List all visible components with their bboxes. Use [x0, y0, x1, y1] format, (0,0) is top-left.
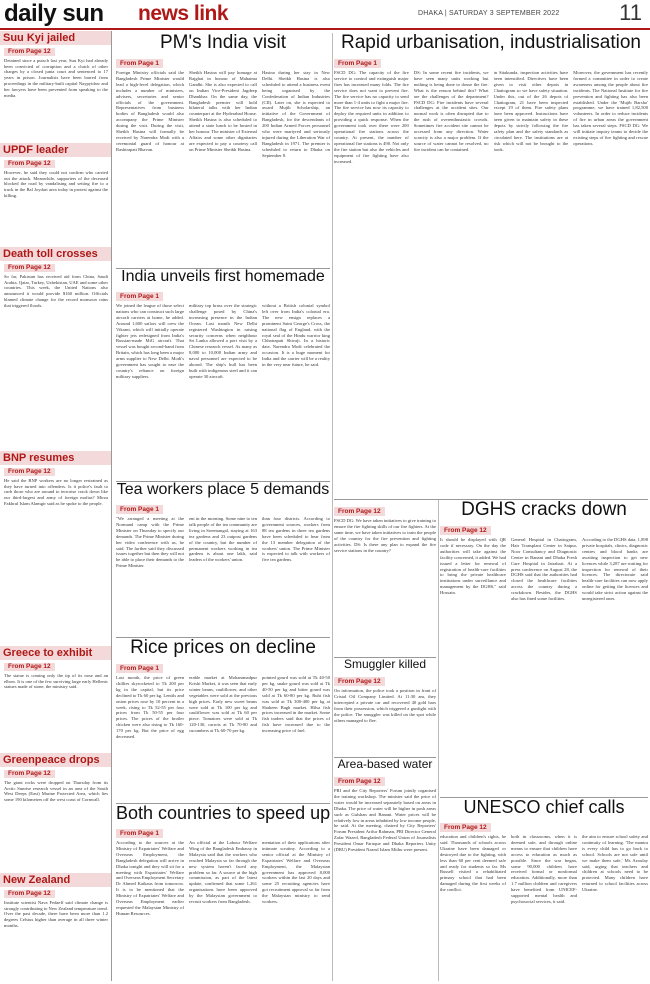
story-kicker: From Page 1	[334, 59, 381, 68]
story-column: "We arranged a meeting at the Normand camp with the Prime Minister on Thursday to specify our demands. The Prime Minister during her video conference with us, he said. The further said they discussed issues together but then they will not be able to place their demands to the Prime Minister.	[116, 516, 184, 569]
story-column: the aim to ensure school safety and continuity of learning. 'The mantra is every child has to go back to school. Schools are not safe until we make them safe,' Ms Azoulay said, urging that teachers and children at schools need to be protected. Many children have returned to school facilities across Ukraine.	[582, 834, 648, 893]
story-column: without a British colonial symbol left over from India's colonial era. The new ensign replaces a prominent Saint George's Cross, the national flag of England, with the royal seal of the Hindu warrior king Chhatrapati Shivaji. In a historic date, Narendra Modi celebrated the occasion. It is a huge moment for India and the carrier will be a reality in the very near future, he said.	[262, 303, 330, 368]
divider	[116, 803, 330, 804]
story-kicker: From Page 1	[116, 829, 163, 838]
story-kicker: From Page 1	[116, 505, 163, 514]
page-number: 11	[619, 0, 642, 25]
brief-death-toll	[0, 247, 112, 397]
brief-body: However, he said they could not confirm who carried out the attack. Meanwhile, supporters of the deceased blocked the road by vandalising and setting fire to a truck in the Bal Joydari area today in protest against the killing.	[4, 169, 108, 198]
brief-body: Detained since a putsch last year, Suu Kyi had already been convicted of corruption and a clutch of other charges by a closed junta court and sentenced to 17 years in prison. Journalists have been barred from proceedings in the military-built capital Naypyidaw and her lawyers have been prevented from speaking to the media.	[4, 57, 108, 98]
masthead	[0, 0, 650, 28]
brief-greece	[0, 646, 112, 721]
story-dghs-cracks-down	[440, 500, 648, 698]
story-headline: Smuggler killed	[343, 658, 427, 671]
newspaper-brand: daily sun	[4, 0, 104, 27]
story-kicker: From Page 12	[440, 823, 491, 832]
masthead-rule	[0, 28, 650, 30]
brief-body: The giant rocks were dropped on Thursday from its Arctic Sunrise research vessel in an area of the South West Deeps (East) Marine Protected Area, which lies some 190 kilometres off the west coast of Cornwall.	[4, 779, 108, 803]
story-headline: Rapid urbanisation, industrialisation	[341, 33, 641, 53]
story-column: DS: In some recent fire incidents, we have seen many units working but nothing is being done to douse the fire. What is the reason behind this? What are the challenges of the department? FSCD DG: Fire incidents have several challenges at the accident sites. Our normal work is often disrupted due to the rush of overenthusiastic crowds. Sometimes fire accident site cannot be accessed from any direction. Water scarcity is also a major problem. If the source of water cannot be resolved, no fire incident can be contained.	[413, 70, 489, 152]
story-kicker: From Page 1	[116, 59, 163, 68]
story-column: pointed gourd was sold at Tk 40-50 per kg, snake gourd was sold at Tk 40-50 per kg and bitter gourd was sold at Tk 60-80 per kg. Ruhi fish was sold at Tk 300-400 per kg at Shaheen Bagh market. Hilsa fish prices increased in the market. Some fish traders said that the prices of fish have increased due to the increasing price of fuel.	[262, 675, 330, 734]
story-column: PRI and the City Reporters' Forum jointly organised the training workshop. The minister said the price of water would be increased separately based on areas in Dhaka. The price of water will be higher in posh areas such as Gulshan and Banani. Water prices will be relatively low in areas inhabited by low income people, he said. At the meeting, chaired by City Reporters' Forum President Arifur Rahman, PRI Director General Zafar Wazed, Bangladesh Federal Union of Journalists President Omar Faruque and Dhaka Reporters Unity (DRU) President Nazrul Islam Mithu were present.	[334, 788, 436, 853]
story-headline: UNESCO chief calls	[463, 798, 625, 817]
column-divider	[438, 500, 439, 981]
brief-kicker: From Page 12	[4, 663, 55, 671]
brief-kicker: From Page 12	[4, 48, 55, 56]
brief-body: The statue is coming only the tip of its nose and an elbow. It is one of the few surviving large early Hellenic statues made of stone, the ministry said.	[4, 672, 108, 690]
story-kicker: From Page 12	[334, 777, 385, 786]
divider	[334, 657, 436, 658]
story-tea-workers	[116, 482, 330, 636]
story-rapid-urbanisation	[334, 33, 648, 499]
story-area-based-water	[334, 758, 436, 982]
story-column: FSCD DG: The capacity of the fire service to control and extinguish major fires has increased many folds. The fire service does not want to prevent fire. The fire service has no capacity to send more than 1-4 units to fight a major fire. The fire service has now its capacity to deploy the required units in addition to providing a quick response. When the government took over there were 200 operational fire stations across the country. At present, the number of operational fire stations is 490. Not only the fire station but also the vehicles and equipment of fire fighting have also increased.	[334, 70, 409, 164]
story-kicker: From Page 1	[116, 292, 163, 301]
brief-kicker: From Page 12	[4, 264, 55, 272]
story-column: mentation of their applications after intimate scrutiny. According to a senior official at the Ministry of Expatriates' Welfare and Overseas Employment, the Malaysian government has approved 8,000 workers within the last 20 days and some 25 recruiting agencies have got recruitment approval so far from the Malaysian ministry to send workers.	[262, 840, 330, 905]
column-divider	[332, 33, 333, 981]
brief-title: Greece to exhibit	[0, 646, 112, 660]
story-column: We joined the league of those select nations who can construct such large aircraft carriers at home, he added. Around 1,600 sailors will crew the Vikrant, which will initially operate fighter jets redesigned from India's Russian-made MiG aircraft. That vessel was bought second-hand from Britain, which has long been a major arms supplier to New Delhi. Modi's government has sought to ease the country's reliance on foreign military suppliers.	[116, 303, 184, 379]
story-headline: Tea workers place 5 demands	[116, 482, 330, 498]
story-kicker: From Page 12	[334, 677, 385, 686]
date-line: DHAKA | SATURDAY 3 SEPTEMBER 2022	[418, 10, 560, 17]
story-column: General Hospital in Chattogram, Hair Transplant Center in Satpur, Noor Consultancy and Diagnostic Centre in Banani and Dhaka Fresh Care Hospital in Jatrabari. At a press conference on August 28, the DGHS said that the authorities had closed the healthcare facilities across the country during a crackdown. Besides, the DGHS also has fined some facilities.	[511, 537, 577, 602]
story-column: According to the DGHS data, 1,898 private hospitals, clinics, diagnostic centres and blood banks are awaiting inspection to get new licences while 3,287 are waiting for inspection for renewal of their licences. The directorate said health-care facilities can now apply online for getting the licences and would take strict action against the unregistered ones.	[582, 537, 648, 602]
story-column: education and children's rights, he said. Thousands of schools across Ukraine have been damaged or destroyed due to the fighting, with less than 60 per cent deemed safe and ready for students so far. Ms Russell visited a rehabilitated primary school that had been damaged during the first weeks of the conflict.	[440, 834, 506, 893]
story-unesco-chief	[440, 798, 648, 982]
story-rice-prices	[116, 638, 330, 802]
divider	[116, 481, 330, 482]
brief-kicker: From Page 12	[4, 770, 55, 778]
story-both-countries	[116, 804, 330, 982]
story-column: Sheikh Hasina will pay homage at Rajghat in honour of Mahatma Gandhi. She is also expected to call on Indian Vice-President Jagdeep Dhankhar. On the same day, the Bangladesh premier will hold bilateral talks with her Indian counterpart at the Hyderabad House. Sheikh Hasina is also scheduled to attend a state lunch to be hosted in her honour. The minister of External Affairs and some other dignitaries are expected to pay a courtesy call on Prime Minister Sheikh Hasina.	[189, 70, 257, 152]
story-column: On information, the police took a position in front of Cristal Oil Company Limited. At 11:30 am, they intercepted a private car and recovered 40 gold bars from their possession, which triggered a gunfight with the police. The smuggler was killed on the spot while others managed to flee.	[334, 688, 436, 723]
story-pm-india-visit	[116, 33, 330, 269]
brief-kicker: From Page 12	[4, 160, 55, 168]
story-headline: DGHS cracks down	[461, 500, 627, 520]
story-headline: Both countries to speed up	[116, 804, 330, 823]
story-column: in Sitakunda, inspection activities have been intensified. Directives have been given to visit other depots in Chattogram so we have safety situation. Under this, out of the 26 depots of Chattogram, 21 have been inspected except 19 of them. Fire safety plans have been approved. Instructions have been given to maintain safety in these depots by strictly following the fire safety plan and the safety standards as circulated here. The institutions are at risk which will not be brought to the book.	[493, 70, 569, 152]
divider	[440, 797, 648, 798]
story-column: Hasina during her stay in New Delhi. Sheikh Hasina is also scheduled to attend a business event being organised by the Confederation of Indian Industries (CII). Later on, she is expected to award Mujib Scholarship, an initiative of the Government of Bangladesh, for the descendants of 200 Indian Armed Forces personnel who were martyred and seriously injured during the Liberation War of Bangladesh in 1971. The premier is scheduled to return to Dhaka on September 8.	[262, 70, 330, 158]
brief-updf	[0, 143, 112, 243]
brief-title: Greenpeace drops	[0, 753, 112, 767]
divider	[334, 757, 436, 758]
story-column: both in classrooms, when it is deemed safe, and through online means to ensure that children have access to education as much as possible. Since the war began, some 90,000 children have received formal or nonformal education. Additionally, more than 1.7 million children and caregivers have benefited from UNICEF-supported mental health and psychosocial services, it said.	[511, 834, 577, 904]
divider	[116, 268, 330, 269]
story-column: military top brass over the strategic challenge posed by China's increasing presence in the Indian Ocean. Last month New Delhi registered Washington in raising security concerns when neighbour Sri Lanka allowed a port visit by a Chinese research vessel. As many as 8,000 to 10,000 Indian army and naval personnel are expected to be aboard. The ship's hull has been built with indigenous steel and it can operate 30 aircraft.	[189, 303, 257, 379]
brief-title: UPDF leader	[0, 143, 112, 157]
brief-kicker: From Page 12	[4, 468, 55, 476]
story-column: Moreover, the government has recently formed a committee in order to create awareness among the people about fire incidents. The National Institute for fire prevention and fighting has also been established. Under the 'Mujib Barsho' programme, we have trained 1,82,500 volunteers. In order to reduce incidents of fire in urban areas the government has taken several steps. FSCD DG: We will initiate inquiry teams to decide the existing steps of fire fighting and rescue operations.	[573, 70, 648, 146]
story-continuation	[334, 500, 436, 656]
story-column: Foreign Ministry officials said the Bangladesh Prime Minister would lead a high-level delegation, which includes a number of ministers, advisers, secretaries and senior officials of the government. Representatives from business bodies of Bangladesh would also accompany the Prime Minister during the visit. During the visit, Sheikh Hasina will formally be received by Narendra Modi with a ceremonial guard of honour at Rashtrapati Bhavan.	[116, 70, 184, 152]
story-column: An official at the Labour Welfare Wing of the Bangladesh Embassy in Malaysia said that the workers who reached Malaysia so far through the new system haven't faced any problem so far. A source at the high commission, as part of the latest update, confirmed that some 1,261 organisations have been approved by the Malaysian government to recruit workers from Bangladesh.	[189, 840, 257, 905]
story-kicker: From Page 12	[334, 507, 385, 516]
section-name: news link	[138, 2, 229, 25]
briefs-column	[0, 31, 112, 981]
divider	[116, 637, 330, 638]
brief-body: He said the BNP workers are no longer restrained as they have turned into offenders. Is it police's fault to curb those who are around to terrorise crack down like our third-largest and army of foreign mafias? Mirza Fakhrul Islam Alamgir said as he spoke to the people.	[4, 477, 108, 506]
brief-bnp	[0, 451, 112, 621]
brief-kicker: From Page 12	[4, 890, 55, 898]
brief-greenpeace	[0, 753, 112, 868]
brief-suu-kyi	[0, 31, 112, 141]
story-headline: PM's India visit	[159, 33, 287, 53]
story-column: than four districts. According to government sources, workers from 88 tea gardens in three tea gardens have been scheduled to hear from the 13 member delegation of the workers' union. The Prime Minister is expected to talk with workers of five tea gardens.	[262, 516, 330, 563]
divider	[334, 499, 648, 500]
story-kicker: From Page 1	[116, 664, 163, 673]
brief-body: So far, Pakistan has received aid from China, Saudi Arabia, Qatar, Turkey, Uzbekistan, UAE and some other countries. This week, the United Nations also announced it would provide $160 million. Officials blamed climate change for the record monsoon rains that triggered floods.	[4, 273, 108, 308]
story-headline: India unveils first homemade	[121, 269, 325, 285]
story-column: According to the sources at the Ministry of Expatriates' Welfare and Overseas Employment, the Bangladesh delegation will arrive in Dhaka tonight and they will sit for a meeting with Expatriates' Welfare and Overseas Employment Secretary Dr Ahmed Kaikaus from tomorrow. It is to be mentioned that the Ministry of Expatriates' Welfare and Overseas Employment earlier requested the Malaysian Ministry of Human Resources.	[116, 840, 184, 916]
story-column: It should be displayed with QR code if necessary. On the day the authorities will take against the facility concerned, it added. We had issued a letter for renewal of registration of health-care facilities to bring the private healthcare institutions under surveillance and management by the DGHS," said Hossain.	[440, 537, 506, 596]
story-kicker: From Page 12	[440, 526, 491, 535]
story-smuggler-killed	[334, 658, 436, 758]
brief-title: Death toll crosses	[0, 247, 112, 261]
story-column: Last month, the price of green chillies skyrocketed to Tk 200 per kg in the capital, but its price declined to Tk 60 per kg. Lentils and onion prices rose by 10 percent in a week, rising to Tk 52-55 per four prices from Tk 50-55 per four prices. The prices of the broiler chicken were also rising to Tk 160-170 per kg. But the price of egg decreased.	[116, 675, 184, 740]
story-column: ent in the morning. Some nine to ten talk people of the tea community are living in Sreemangal, staying at 163 tea gardens and 23 outpost gardens of the country, but the number of permanent workers working in tea gardens is about one lakh, said leaders of the workers' union.	[189, 516, 257, 563]
brief-title: Suu Kyi jailed	[0, 31, 112, 45]
brief-new-zealand	[0, 873, 112, 981]
story-headline: Area-based water	[337, 758, 433, 771]
brief-body: Institute scientist Nava Fedaeff said climate change is strongly contributing to New Zealand temperature trend. Over the past decade, there have been more than 1.2 degrees Celsius higher than average in all three winter months.	[4, 899, 108, 928]
story-headline: Rice prices on decline	[130, 638, 316, 658]
story-column: erable market at Mohammadpur Krishi Market, it was seen that early winter beans, cauliflower, and other vegetables were sold at the previous high prices. Early new sweet beans were sold at Tk 100 per kg and cauliflower was sold at Tk 60 per piece. Tomatoes were sold at Tk 120-130, carrots at Tk 70-80 and cucumbers at Tk 60-70 per kg.	[189, 675, 257, 734]
story-column: FSCD DG: We have taken initiatives to give training to ensure the fire fighting skills of our fire fighters. At the same time, we have taken initiatives to train the people of the country for the fire prevention and fighting activities. DS: Is there any plan to expand the fire service stations in the country?	[334, 518, 436, 553]
story-india-unveils	[116, 269, 330, 481]
brief-title: BNP resumes	[0, 451, 112, 465]
brief-title: New Zealand	[0, 873, 112, 887]
